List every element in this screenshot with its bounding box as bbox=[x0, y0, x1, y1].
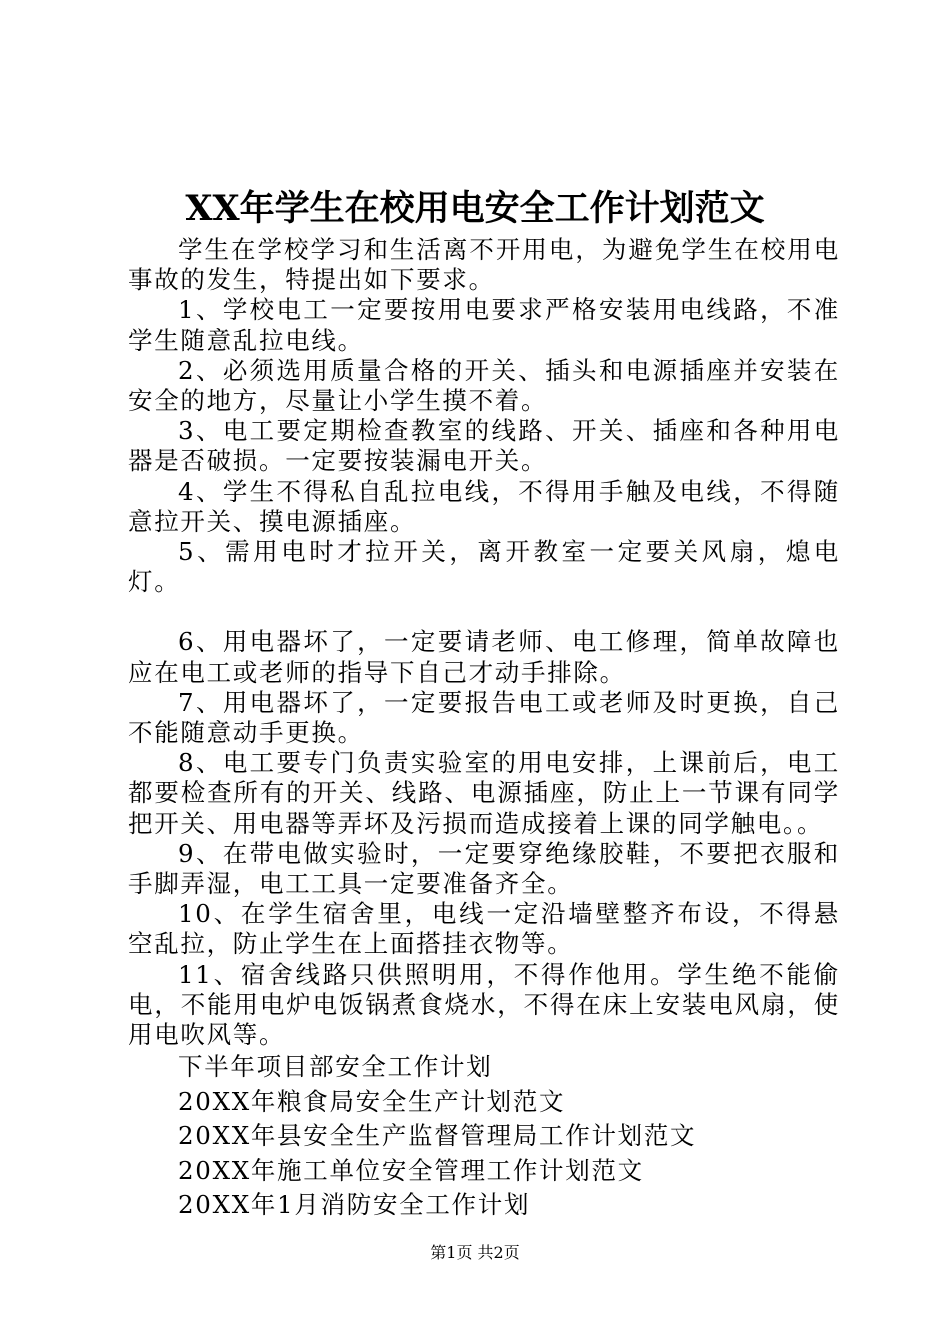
rule-paragraph-2: 2、必须选用质量合格的开关、插头和电源插座并安装在安全的地方，尽量让小学生摸不着。 bbox=[128, 355, 840, 416]
rule-paragraph-8: 8、电工要专门负责实验室的用电安排，上课前后，电工都要检查所有的开关、线路、电源插座，防止上一节课有同学把开关、用电器等弄坏及污损而造成接着上课的同学触电。。 bbox=[128, 748, 840, 838]
related-link[interactable]: 20XX年1月消防安全工作计划 bbox=[178, 1190, 531, 1220]
intro-paragraph: 学生在学校学习和生活离不开用电，为避免学生在校用电事故的发生，特提出如下要求。 bbox=[128, 235, 840, 295]
related-links-list bbox=[128, 1050, 840, 1223]
rule-paragraph-11: 11、宿舍线路只供照明用，不得作他用。学生绝不能偷电，不能用电炉电饭锅煮食烧水，不得在床上安装电风扇，使用电吹风等。 bbox=[128, 959, 840, 1050]
rule-paragraph-1: 1、学校电工一定要按用电要求严格安装用电线路，不准学生随意乱拉电线。 bbox=[128, 295, 840, 355]
related-link[interactable]: 20XX年粮食局安全生产计划范文 bbox=[178, 1086, 566, 1116]
page-number-footer: 第1页 共2页 bbox=[430, 1243, 520, 1262]
rule-paragraph-7: 7、用电器坏了，一定要报告电工或老师及时更换，自己不能随意动手更换。 bbox=[128, 687, 840, 748]
related-link[interactable]: 20XX年施工单位安全管理工作计划范文 bbox=[178, 1155, 644, 1185]
related-link[interactable]: 下半年项目部安全工作计划 bbox=[178, 1052, 493, 1082]
document-title: XX年学生在校用电安全工作计划范文 bbox=[185, 188, 765, 229]
rule-paragraph-5: 5、需用电时才拉开关，离开教室一定要关风扇，熄电灯。 bbox=[128, 537, 840, 597]
rule-paragraph-10: 10、在学生宿舍里，电线一定沿墙壁整齐布设，不得悬空乱拉，防止学生在上面搭挂衣物等。 bbox=[128, 899, 840, 959]
related-link[interactable]: 20XX年县安全生产监督管理局工作计划范文 bbox=[178, 1121, 697, 1151]
rule-paragraph-9: 9、在带电做实验时，一定要穿绝缘胶鞋，不要把衣服和手脚弄湿，电工工具一定要准备齐全。 bbox=[128, 838, 840, 899]
rule-paragraph-6: 6、用电器坏了，一定要请老师、电工修理，简单故障也应在电工或老师的指导下自己才动手排除。 bbox=[128, 627, 840, 687]
rule-paragraph-4: 4、学生不得私自乱拉电线，不得用手触及电线，不得随意拉开关、摸电源插座。 bbox=[128, 476, 840, 536]
document-body bbox=[128, 235, 840, 1223]
rule-paragraph-3: 3、电工要定期检查教室的线路、开关、插座和各种用电器是否破损。一定要按装漏电开关。 bbox=[128, 416, 840, 476]
